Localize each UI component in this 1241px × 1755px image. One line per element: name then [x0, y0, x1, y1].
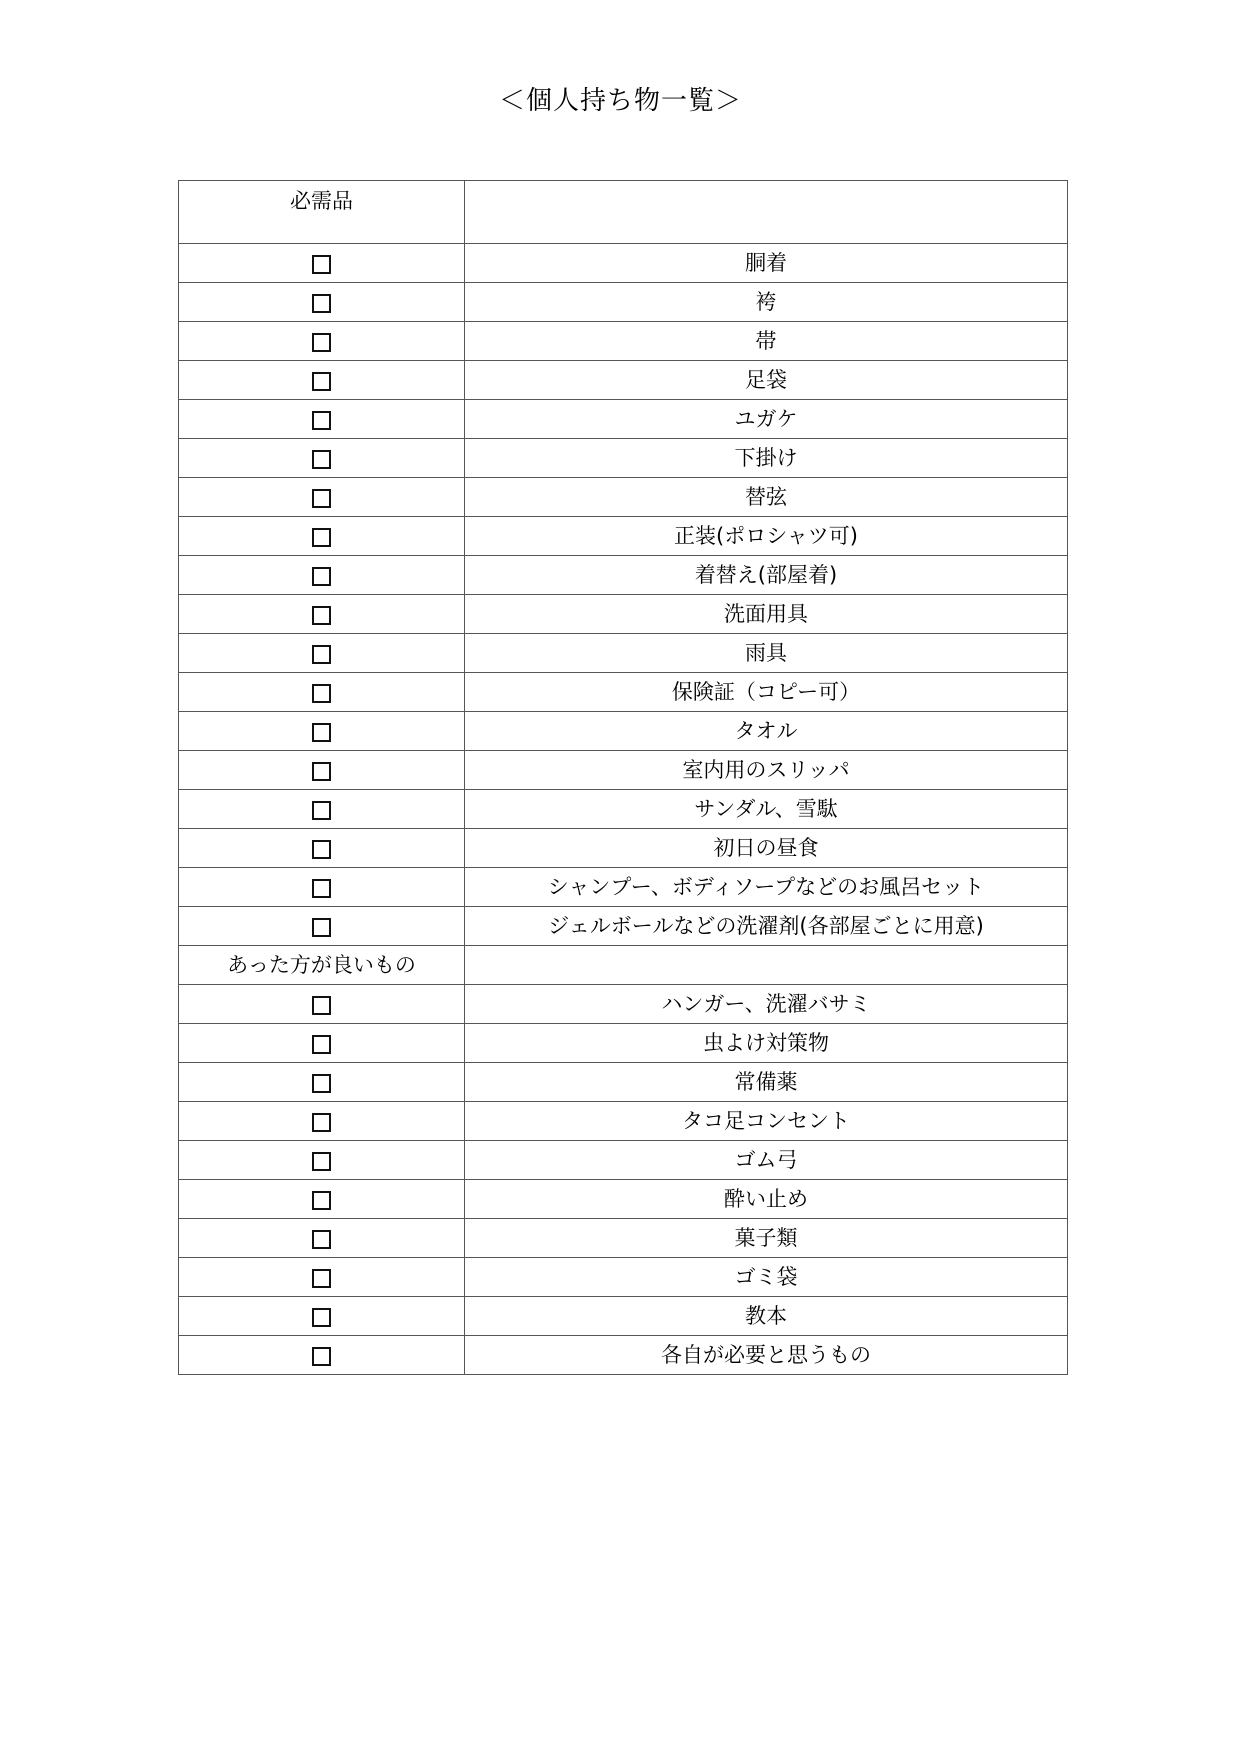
checklist-row — [179, 244, 1068, 283]
item-label: 袴 — [465, 283, 1068, 322]
checkbox-icon[interactable] — [312, 528, 331, 547]
section-label: あった方が良いもの — [179, 946, 465, 985]
item-label: 保険証（コピー可） — [465, 673, 1068, 712]
checkbox-cell — [179, 1180, 465, 1219]
checkbox-icon[interactable] — [312, 372, 331, 391]
checkbox-cell — [179, 322, 465, 361]
checkbox-icon[interactable] — [312, 450, 331, 469]
section-header-row — [179, 946, 1068, 985]
checkbox-cell — [179, 244, 465, 283]
checkbox-icon[interactable] — [312, 1191, 331, 1210]
checkbox-cell — [179, 439, 465, 478]
checkbox-icon[interactable] — [312, 762, 331, 781]
checkbox-icon[interactable] — [312, 255, 331, 274]
checkbox-icon[interactable] — [312, 645, 331, 664]
checkbox-icon[interactable] — [312, 411, 331, 430]
checkbox-cell — [179, 478, 465, 517]
checkbox-icon[interactable] — [312, 840, 331, 859]
checklist-row — [179, 1141, 1068, 1180]
checkbox-icon[interactable] — [312, 1308, 331, 1327]
checkbox-cell — [179, 400, 465, 439]
checklist-row — [179, 478, 1068, 517]
checklist-row — [179, 1102, 1068, 1141]
checkbox-icon[interactable] — [312, 1347, 331, 1366]
checkbox-cell — [179, 1336, 465, 1375]
checkbox-cell — [179, 985, 465, 1024]
checkbox-icon[interactable] — [312, 1269, 331, 1288]
item-label: ゴミ袋 — [465, 1258, 1068, 1297]
checkbox-cell — [179, 1024, 465, 1063]
checklist-row — [179, 439, 1068, 478]
checklist-row — [179, 1219, 1068, 1258]
checklist-row — [179, 361, 1068, 400]
checkbox-icon[interactable] — [312, 996, 331, 1015]
checkbox-icon[interactable] — [312, 1152, 331, 1171]
checklist-row — [179, 1063, 1068, 1102]
checklist-row — [179, 907, 1068, 946]
checkbox-icon[interactable] — [312, 606, 331, 625]
item-label: 虫よけ対策物 — [465, 1024, 1068, 1063]
checklist-row — [179, 790, 1068, 829]
checkbox-cell — [179, 283, 465, 322]
checkbox-cell — [179, 556, 465, 595]
page-title: ＜個人持ち物一覧＞ — [498, 86, 742, 116]
item-label: 足袋 — [465, 361, 1068, 400]
checkbox-cell — [179, 517, 465, 556]
item-label: サンダル、雪駄 — [465, 790, 1068, 829]
checkbox-icon[interactable] — [312, 294, 331, 313]
checkbox-cell — [179, 1141, 465, 1180]
checkbox-icon[interactable] — [312, 567, 331, 586]
checkbox-cell — [179, 634, 465, 673]
checkbox-icon[interactable] — [312, 918, 331, 937]
item-label: 菓子類 — [465, 1219, 1068, 1258]
checklist-row — [179, 556, 1068, 595]
checkbox-cell — [179, 712, 465, 751]
checkbox-cell — [179, 1102, 465, 1141]
item-label: シャンプー、ボディソープなどのお風呂セット — [465, 868, 1068, 907]
checklist-row — [179, 985, 1068, 1024]
checkbox-cell — [179, 595, 465, 634]
checkbox-cell — [179, 1258, 465, 1297]
item-label: 下掛け — [465, 439, 1068, 478]
checklist-row — [179, 322, 1068, 361]
checklist-row — [179, 1336, 1068, 1375]
item-label: 胴着 — [465, 244, 1068, 283]
item-label: 初日の昼食 — [465, 829, 1068, 868]
checkbox-cell — [179, 361, 465, 400]
checkbox-cell — [179, 1063, 465, 1102]
item-label: 洗面用具 — [465, 595, 1068, 634]
checkbox-cell — [179, 907, 465, 946]
checkbox-icon[interactable] — [312, 723, 331, 742]
section-empty-cell — [465, 946, 1068, 985]
checkbox-cell — [179, 829, 465, 868]
checkbox-cell — [179, 751, 465, 790]
item-label: 各自が必要と思うもの — [465, 1336, 1068, 1375]
item-label: 室内用のスリッパ — [465, 751, 1068, 790]
section-label: 必需品 — [179, 181, 465, 244]
item-label: 教本 — [465, 1297, 1068, 1336]
item-label: 雨具 — [465, 634, 1068, 673]
item-label: タコ足コンセント — [465, 1102, 1068, 1141]
checklist-row — [179, 1297, 1068, 1336]
item-label: タオル — [465, 712, 1068, 751]
checklist-row — [179, 712, 1068, 751]
checklist-row — [179, 1258, 1068, 1297]
checklist-row — [179, 1180, 1068, 1219]
checklist-row — [179, 1024, 1068, 1063]
item-label: ゴム弓 — [465, 1141, 1068, 1180]
checkbox-icon[interactable] — [312, 684, 331, 703]
item-label: 着替え(部屋着) — [465, 556, 1068, 595]
item-label: ハンガー、洗濯バサミ — [465, 985, 1068, 1024]
checkbox-icon[interactable] — [312, 879, 331, 898]
checkbox-icon[interactable] — [312, 333, 331, 352]
checklist-row — [179, 751, 1068, 790]
checklist-row — [179, 595, 1068, 634]
checkbox-icon[interactable] — [312, 801, 331, 820]
checklist-row — [179, 829, 1068, 868]
checklist-table — [178, 180, 1068, 1375]
checklist-row — [179, 283, 1068, 322]
checkbox-cell — [179, 1219, 465, 1258]
section-header-row — [179, 181, 1068, 244]
item-label: ユガケ — [465, 400, 1068, 439]
checkbox-cell — [179, 790, 465, 829]
checkbox-icon[interactable] — [312, 489, 331, 508]
checkbox-icon[interactable] — [312, 1074, 331, 1093]
item-label: 正装(ポロシャツ可) — [465, 517, 1068, 556]
item-label: ジェルボールなどの洗濯剤(各部屋ごとに用意) — [465, 907, 1068, 946]
checklist-row — [179, 400, 1068, 439]
item-label: 替弦 — [465, 478, 1068, 517]
checklist-body — [179, 181, 1068, 1375]
checklist-row — [179, 634, 1068, 673]
item-label: 帯 — [465, 322, 1068, 361]
item-label: 酔い止め — [465, 1180, 1068, 1219]
checklist-row — [179, 868, 1068, 907]
checkbox-icon[interactable] — [312, 1113, 331, 1132]
checkbox-cell — [179, 868, 465, 907]
checkbox-icon[interactable] — [312, 1035, 331, 1054]
checkbox-cell — [179, 673, 465, 712]
checklist-row — [179, 517, 1068, 556]
checkbox-cell — [179, 1297, 465, 1336]
checklist-row — [179, 673, 1068, 712]
item-label: 常備薬 — [465, 1063, 1068, 1102]
section-empty-cell — [465, 181, 1068, 244]
checkbox-icon[interactable] — [312, 1230, 331, 1249]
